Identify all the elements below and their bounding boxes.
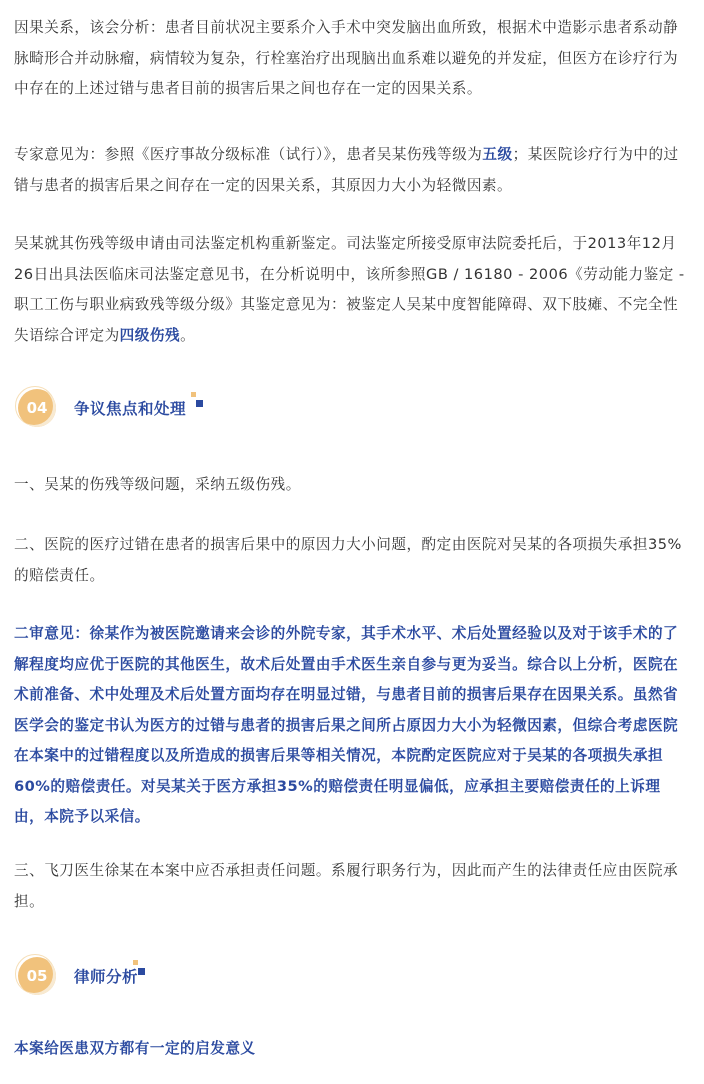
paragraph-second-instance-opinion: 二审意见：徐某作为被医院邀请来会诊的外院专家，其手术水平、术后处置经验以及对于该手术的了解程度均应优于医院的其他医生，故术后处置由手术医生亲自参与更为妥当。综合以上分析，医院在术前准备、术中处理及术后处置方面均存在明显过错，与患者目前的损害后果存在因果关系。虽然省医学会的鉴定书认为医方的过错与患者的损害后果之间所占原因力大小为轻微因素，但综合考虑医院在本案中的过错程度以及所造成的损害后果等相关情况，本院酌定医院应对于吴某的各项损失承担60%的赔偿责任。对吴某关于医方承担35%的赔偿责任明显偏低，应承担主要赔偿责任的上诉理由，本院予以采信。 [14, 625, 679, 825]
paragraph-point-three: 三、飞刀医生徐某在本案中应否承担责任问题。系履行职务行为，因此而产生的法律责任应由医院承担。 [14, 862, 679, 910]
paragraph-point-two: 二、医院的医疗过错在患者的损害后果中的原因力大小问题，酌定由医院对吴某的各项损失承担35%的赔偿责任。 [14, 536, 682, 584]
appraisal-text-after: 。 [180, 326, 196, 344]
paragraph-point-one: 一、吴某的伤残等级问题，采纳五级伤残。 [14, 476, 301, 493]
decor-square-blue [138, 968, 145, 975]
section-number: 04 [26, 399, 48, 417]
section-header-05 [18, 957, 318, 1007]
section-title: 争议焦点和处理 [74, 400, 187, 418]
decor-square-gold [133, 960, 138, 965]
paragraph-judicial-appraisal [14, 229, 690, 351]
disability-grade-five: 五级 [482, 146, 513, 163]
decor-square-blue [196, 400, 203, 407]
disability-grade-four: 四级伤残 [119, 326, 181, 344]
appraisal-text-before: 吴某就其伤残等级申请由司法鉴定机构重新鉴定。司法鉴定所接受原审法院委托后，于2013年12月26日出具法医临床司法鉴定意见书，在分析说明中，该所参照GB / 16180 - 2006《劳动能力鉴定 - 职工工伤与职业病致残等级分级》其鉴定意见为：被鉴定人吴某中度智能障碍、双下肢瘫、不完全性失语综合评定为 [14, 235, 685, 344]
section-title: 律师分析 [74, 968, 139, 986]
expert-opinion-text-before: 专家意见为：参照《医疗事故分级标准（试行）》，患者吴某伤残等级为 [14, 146, 483, 163]
decor-square-gold [191, 392, 196, 397]
section-header-04 [18, 389, 318, 439]
paragraph-expert-opinion [14, 140, 690, 201]
expert-opinion-text-after: ；某医院诊疗行为中的过错与患者的损害后果之间存在一定的因果关系，其原因力大小为轻微因素。 [14, 146, 679, 194]
section-number: 05 [26, 967, 48, 985]
paragraph-lawyer-summary: 本案给医患双方都有一定的启发意义 [14, 1040, 256, 1057]
paragraph-causation-analysis: 因果关系，该会分析：患者目前状况主要系介入手术中突发脑出血所致，根据术中造影示患者系动静脉畸形合并动脉瘤，病情较为复杂，行栓塞治疗出现脑出血系难以避免的并发症，但医方在诊疗行为中存在的上述过错与患者目前的损害后果之间也存在一定的因果关系。 [14, 19, 679, 97]
